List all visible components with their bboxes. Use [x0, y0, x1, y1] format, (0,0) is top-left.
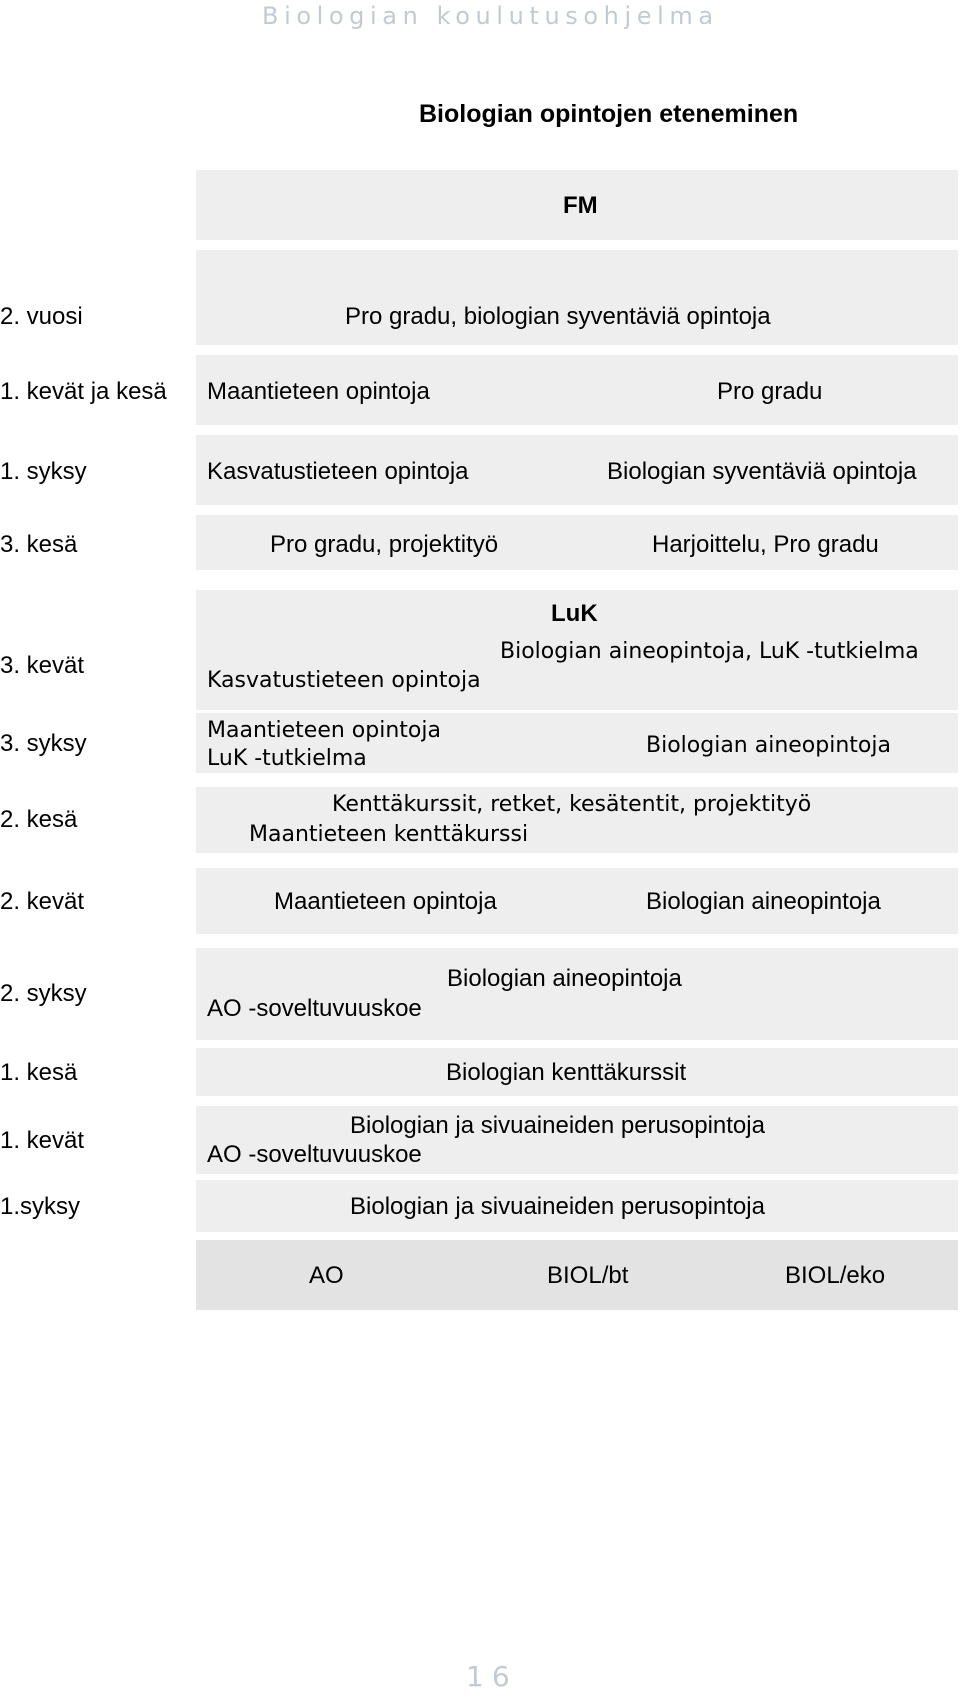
fm-heading: FM [563, 192, 598, 219]
luk-row-label: 1. kesä [0, 1059, 78, 1086]
luk-row-text: AO -soveltuvuuskoe [207, 1141, 422, 1168]
page-number: 16 [466, 1660, 518, 1693]
luk-row-label: 3. kevät [0, 652, 85, 679]
fm-row-text: Pro gradu [717, 378, 823, 405]
luk-row-text: Kenttäkurssit, retket, kesätentit, projektityö [332, 792, 812, 817]
luk-row-text: Biologian kenttäkurssit [446, 1059, 687, 1086]
luk-row-text: Biologian ja sivuaineiden perusopintoja [350, 1193, 765, 1220]
luk-row-text: Biologian aineopintoja [646, 888, 881, 915]
track-label: BIOL/eko [785, 1262, 886, 1289]
luk-row-text: Biologian aineopintoja [646, 733, 891, 758]
luk-row-label: 2. syksy [0, 980, 87, 1007]
luk-heading: LuK [551, 600, 598, 627]
fm-row-text: Harjoittelu, Pro gradu [652, 531, 879, 558]
luk-row-text: AO -soveltuvuuskoe [207, 995, 422, 1022]
luk-row-label: 1.syksy [0, 1193, 81, 1220]
track-label: BIOL/bt [547, 1262, 629, 1289]
luk-row-text: Biologian aineopintoja [447, 965, 682, 992]
luk-row-band [196, 948, 958, 1040]
luk-row-text: Biologian ja sivuaineiden perusopintoja [350, 1112, 765, 1139]
fm-row-label: 1. syksy [0, 458, 87, 485]
luk-row-text: Kasvatustieteen opintoja [207, 668, 481, 693]
fm-row-text: Biologian syventäviä opintoja [607, 458, 917, 485]
page-title: Biologian opintojen eteneminen [419, 100, 799, 128]
luk-row-label: 2. kevät [0, 888, 85, 915]
fm-row-label: 3. kesä [0, 531, 78, 558]
fm-row-text: Pro gradu, biologian syventäviä opintoja [345, 303, 771, 330]
track-label: AO [309, 1262, 344, 1289]
document-header: Biologian koulutusohjelma [262, 2, 719, 30]
fm-row-label: 2. vuosi [0, 303, 83, 330]
luk-row-text: LuK -tutkielma [207, 746, 367, 771]
luk-row-text: Maantieteen kenttäkurssi [249, 822, 529, 847]
luk-row-text: Biologian aineopintoja, LuK -tutkielma [500, 639, 919, 664]
luk-row-label: 1. kevät [0, 1127, 85, 1154]
luk-row-label: 3. syksy [0, 730, 87, 757]
fm-row-text: Maantieteen opintoja [207, 378, 430, 405]
luk-row-label: 2. kesä [0, 806, 78, 833]
fm-row-text: Kasvatustieteen opintoja [207, 458, 469, 485]
fm-row-label: 1. kevät ja kesä [0, 378, 167, 405]
luk-row-text: Maantieteen opintoja [274, 888, 497, 915]
fm-row-text: Pro gradu, projektityö [270, 531, 499, 558]
luk-row-text: Maantieteen opintoja [207, 718, 441, 743]
